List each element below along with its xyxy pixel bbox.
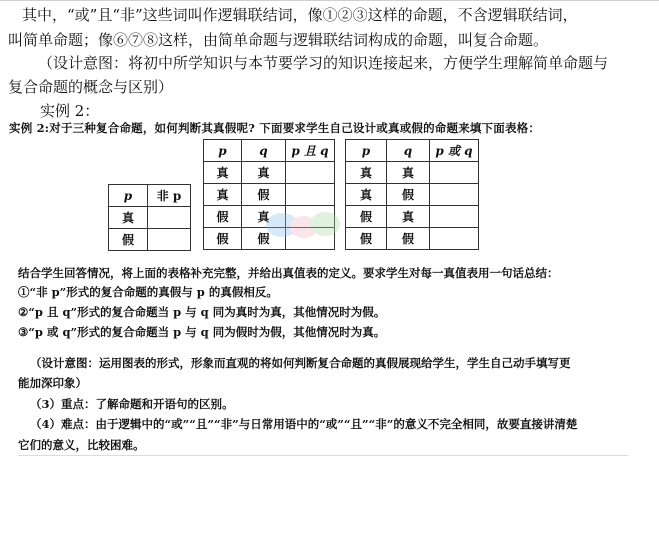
table-not-header-p: p bbox=[109, 185, 148, 207]
difficulty-line-2: 它们的意义，比较困难。 bbox=[18, 438, 145, 452]
table-not-cell: 真 bbox=[109, 207, 148, 229]
example-prompt: 实例 2:对于三种复合命题，如何判断其真假呢? 下面要求学生自己设计或真或假的命题来填下面表格： bbox=[9, 121, 541, 135]
conclusion-item-1: ①“非 p”形式的复合命题的真假与 p 的真假相反。 bbox=[18, 285, 278, 299]
conclusion-item-3: ③“p 或 q”形式的复合命题当 p 与 q 同为假时为假，其他情况时为真。 bbox=[18, 325, 386, 339]
table-and-cell: 假 bbox=[242, 228, 286, 250]
table-or-header-pq: p 或 q bbox=[430, 140, 479, 162]
table-or-cell: 假 bbox=[387, 184, 430, 206]
table-and-cell: 假 bbox=[204, 228, 242, 250]
intro-line-4: 复合命题的概念与区别） bbox=[8, 78, 174, 96]
table-not-cell: 假 bbox=[109, 229, 148, 251]
table-and-header-p: p bbox=[204, 140, 242, 162]
table-and-cell: 真 bbox=[204, 162, 242, 184]
table-or-cell bbox=[430, 206, 479, 228]
focus-line: （3）重点：了解命题和开语句的区别。 bbox=[30, 397, 234, 411]
design-line-2: 能加深印象） bbox=[18, 376, 87, 390]
table-or-cell bbox=[430, 184, 479, 206]
difficulty-line-1: （4）难点：由于逻辑中的“或”“且”“非”与日常用语中的“或”“且”“非”的意义不完全相同，故要直接讲清楚 bbox=[30, 417, 578, 431]
intro-line-2: 叫简单命题；像⑥⑦⑧这样，由简单命题与逻辑联结词构成的命题，叫复合命题。 bbox=[8, 31, 549, 49]
truth-table-not bbox=[108, 184, 191, 251]
table-or-cell: 真 bbox=[346, 184, 387, 206]
table-and-header-pq: p 且 q bbox=[286, 140, 335, 162]
intro-line-1: 其中，“或”且“非”这些词叫作逻辑联结词，像①②③这样的命题，不含逻辑联结词， bbox=[22, 6, 578, 24]
watermark-image bbox=[262, 205, 344, 245]
top-border bbox=[0, 0, 659, 1]
table-or-cell: 真 bbox=[387, 206, 430, 228]
table-or-cell: 假 bbox=[346, 228, 387, 250]
table-or-header-p: p bbox=[346, 140, 387, 162]
table-and-cell: 假 bbox=[242, 184, 286, 206]
table-or-cell bbox=[430, 162, 479, 184]
conclusion-intro: 结合学生回答情况，将上面的表格补充完整，并给出真值表的定义。要求学生对每一真值表用一句话总结： bbox=[18, 266, 559, 280]
table-and-cell bbox=[286, 162, 335, 184]
table-not-header-notp: 非 p bbox=[148, 185, 191, 207]
table-or-cell: 假 bbox=[387, 228, 430, 250]
table-and-cell: 真 bbox=[242, 162, 286, 184]
table-not-cell bbox=[148, 229, 191, 251]
table-or-cell bbox=[430, 228, 479, 250]
table-and-cell: 真 bbox=[204, 184, 242, 206]
intro-line-5: 实例 2： bbox=[40, 102, 100, 120]
table-and-header-q: q bbox=[242, 140, 286, 162]
table-or-cell: 真 bbox=[346, 162, 387, 184]
table-not-cell bbox=[148, 207, 191, 229]
bottom-divider bbox=[18, 455, 628, 456]
table-and-cell: 假 bbox=[204, 206, 242, 228]
truth-table-or bbox=[345, 139, 479, 250]
table-and-cell bbox=[286, 184, 335, 206]
table-or-header-q: q bbox=[387, 140, 430, 162]
table-and-cell: 真 bbox=[242, 206, 286, 228]
intro-line-3: （设计意图：将初中所学知识与本节要学习的知识连接起来，方便学生理解简单命题与 bbox=[38, 54, 609, 72]
design-line-1: （设计意图：运用图表的形式，形象而直观的将如何判断复合命题的真假展现给学生，学生自己动手填写更 bbox=[30, 356, 571, 370]
table-or-cell: 假 bbox=[346, 206, 387, 228]
table-or-cell: 真 bbox=[387, 162, 430, 184]
conclusion-item-2: ②“p 且 q”形式的复合命题当 p 与 q 同为真时为真，其他情况时为假。 bbox=[18, 305, 386, 319]
